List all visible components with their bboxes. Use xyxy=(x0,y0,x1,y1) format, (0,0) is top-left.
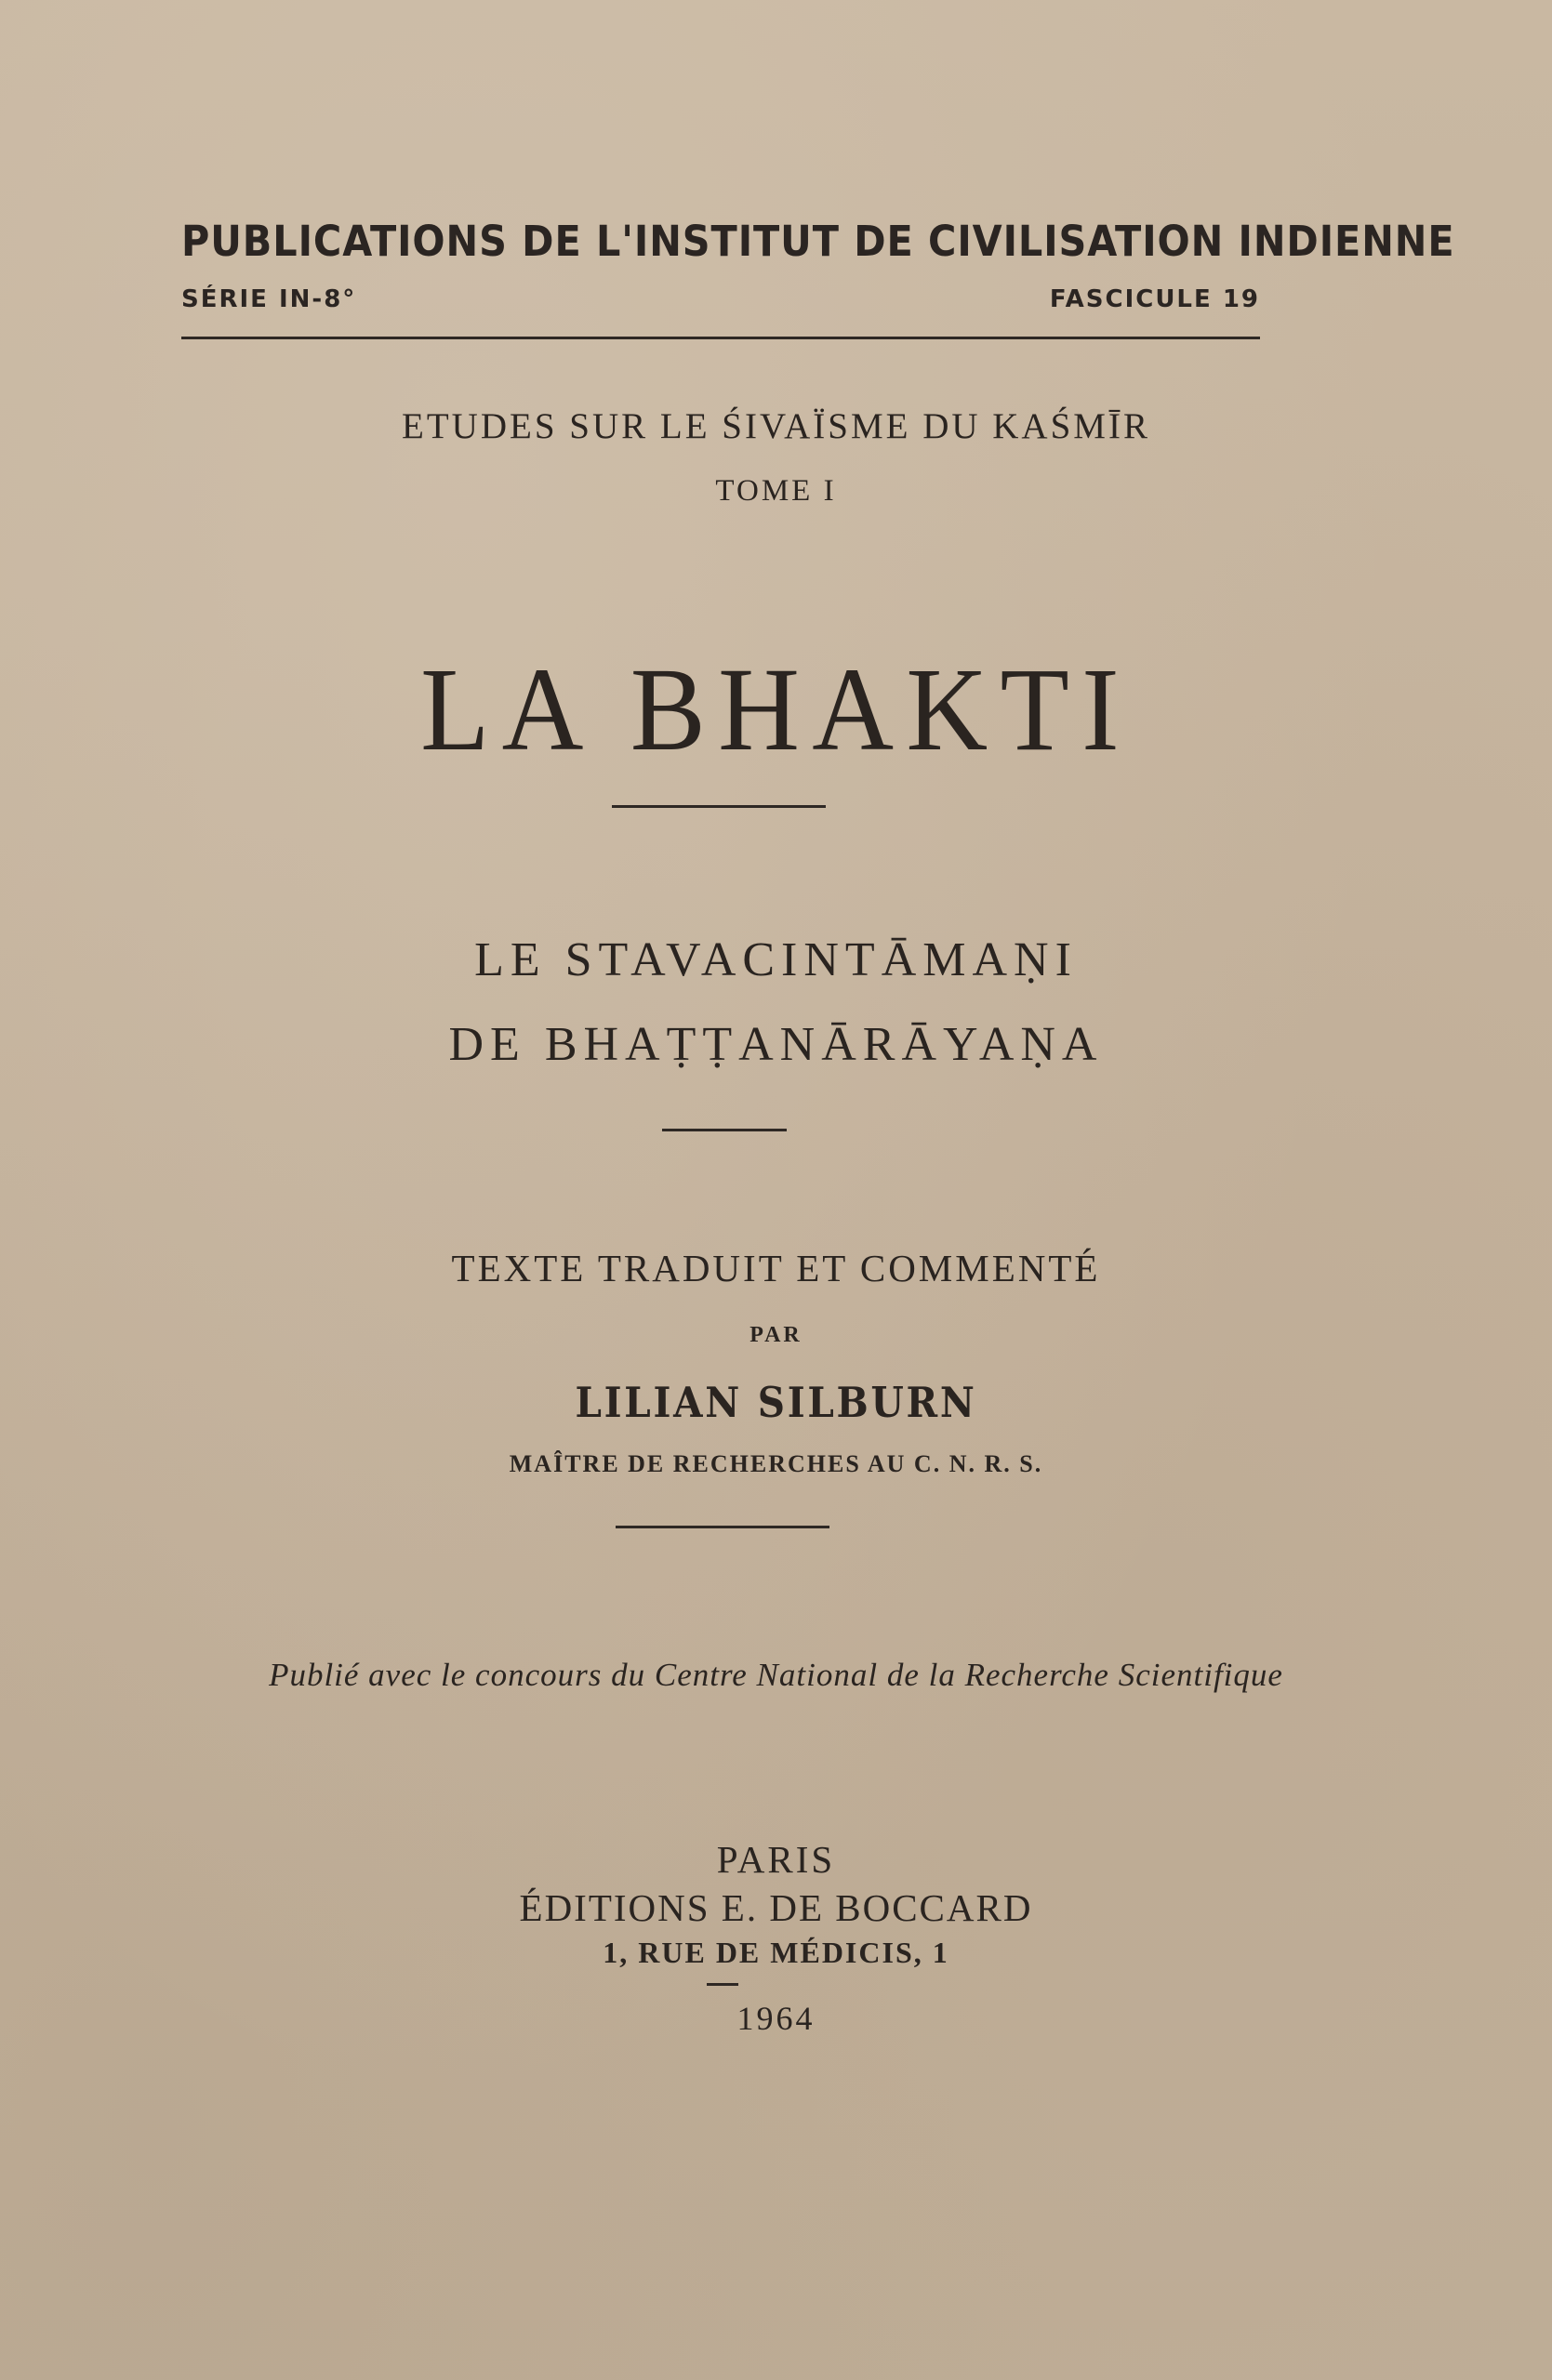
author-divider xyxy=(616,1526,829,1528)
imprint-address: 1, RUE DE MÉDICIS, 1 xyxy=(603,1936,949,1969)
subtitle-line-1: LE STAVACINTĀMAṆI xyxy=(474,933,1078,986)
book-title: LA BHAKTI xyxy=(420,643,1132,775)
imprint-dash xyxy=(707,1983,738,1986)
translation-note: TEXTE TRADUIT ET COMMENTÉ xyxy=(451,1247,1101,1289)
imprint-city: PARIS xyxy=(716,1838,836,1881)
series-format: SÉRIE IN-8° xyxy=(181,285,357,313)
header-rule xyxy=(181,337,1260,339)
author-name: LILIAN SILBURN xyxy=(575,1378,977,1427)
institute-header-title: PUBLICATIONS DE L'INSTITUT DE CIVILISATION INDIENNE xyxy=(181,217,1455,266)
by-label: PAR xyxy=(749,1323,803,1347)
subtitle-line-2: DE BHAṬṬANĀRĀYAṆA xyxy=(448,1018,1104,1071)
title-divider xyxy=(612,805,826,808)
author-role: MAÎTRE DE RECHERCHES AU C. N. R. S. xyxy=(509,1450,1043,1477)
publication-year: 1964 xyxy=(736,2000,816,2037)
publication-support-note: Publié avec le concours du Centre National de la Recherche Scientifique xyxy=(269,1657,1283,1693)
subtitle-divider xyxy=(662,1129,787,1131)
series-title: ETUDES SUR LE ŚIVAÏSME DU KAŚMĪR xyxy=(402,406,1150,446)
tome-label: TOME I xyxy=(715,474,837,508)
fascicule-number: FASCICULE 19 xyxy=(1049,285,1260,313)
imprint-publisher: ÉDITIONS E. DE BOCCARD xyxy=(519,1886,1033,1929)
